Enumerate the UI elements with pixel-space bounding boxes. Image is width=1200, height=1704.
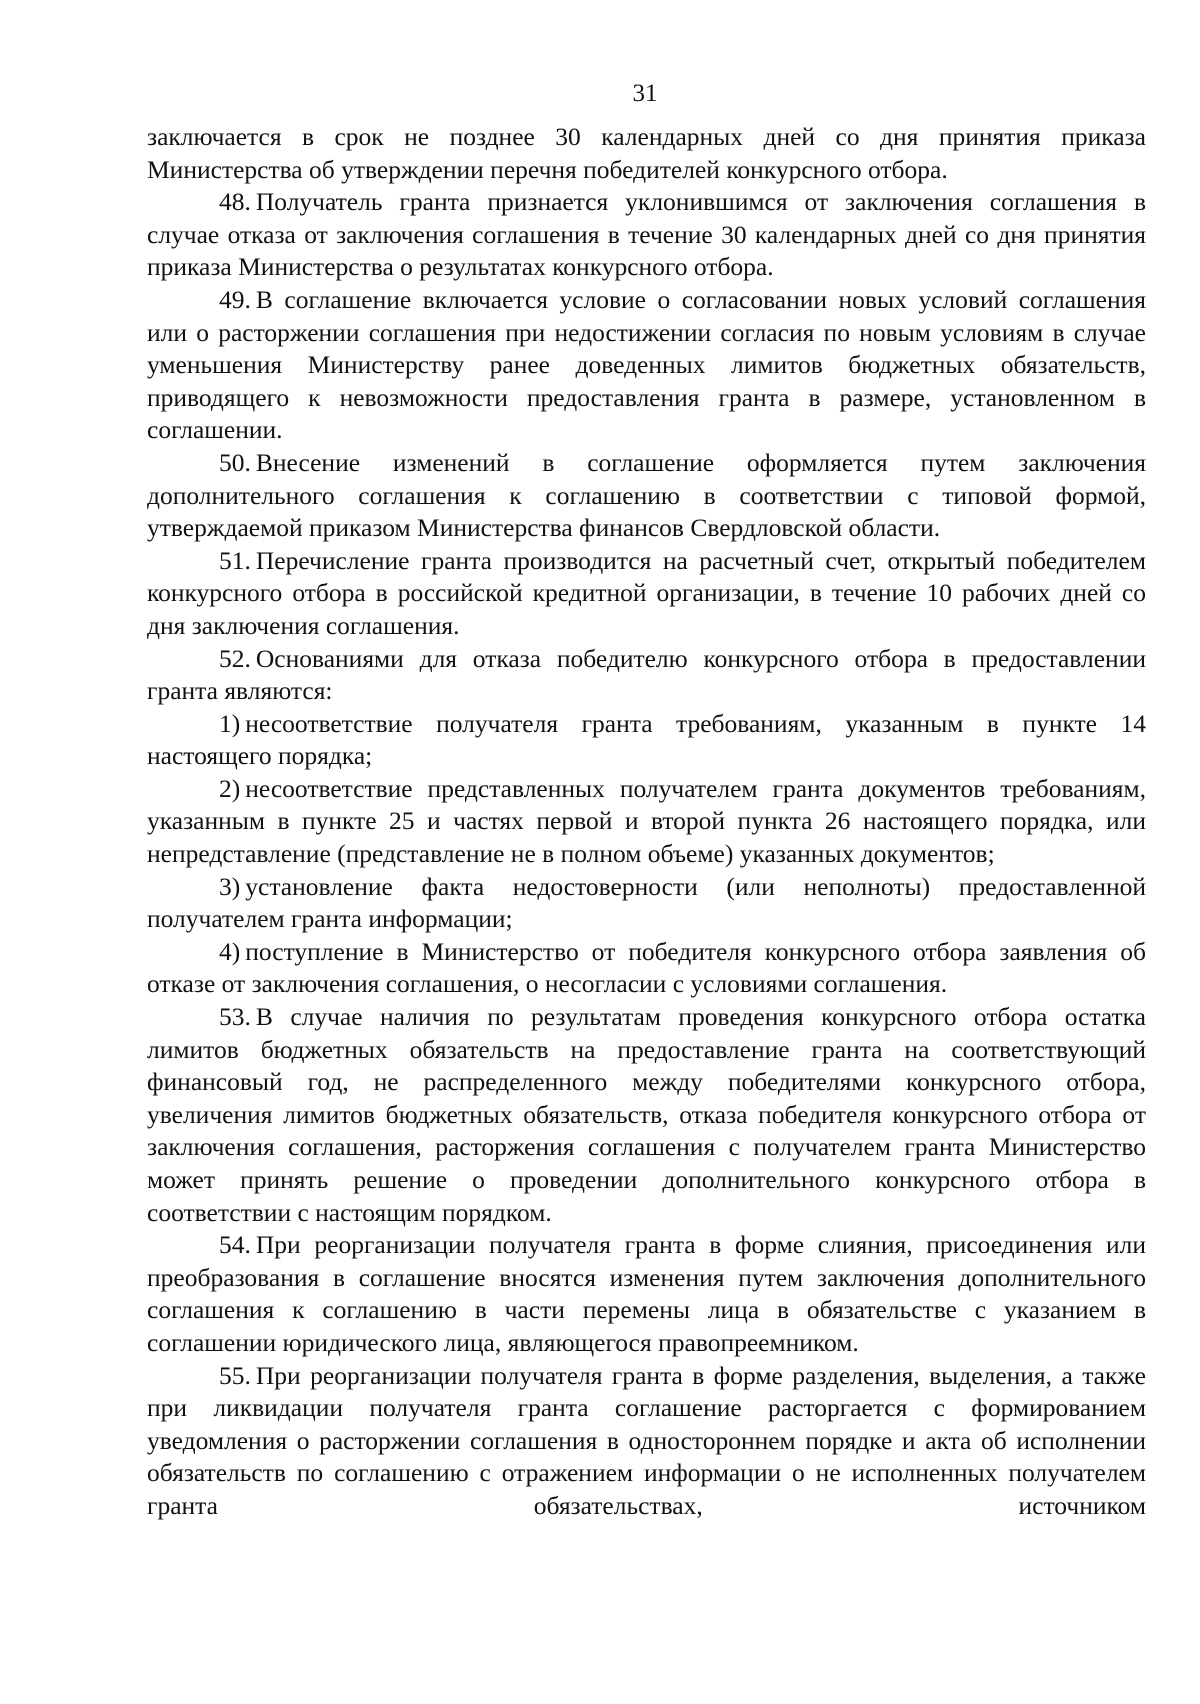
list-item-text: поступление в Министерство от победителя конкурсного отбора заявления об отказе от заключения соглашения, о несогласии с условиями соглашения. [147,936,1146,999]
paragraph-53 [147,1001,1146,1229]
list-item-4 [147,936,1146,1001]
paragraph-text: Перечисление гранта производится на расчетный счет, открытый победителем конкурсного отбора в российской кредитной организации, в течение 10 рабочих дней со дня заключения соглашения. [147,545,1146,640]
paragraph-text: Получатель гранта признается уклонившимся от заключения соглашения в случае отказа от заключения соглашения в течение 30 календарных дней со дня принятия приказа Министерства о результатах конкурсного отбора. [147,187,1146,282]
paragraph-text: заключается в срок не позднее 30 календарных дней со дня принятия приказа Министерства об утверждении перечня победителей конкурсного отбора. [147,122,1146,184]
list-item-3 [147,871,1146,936]
list-item-number: 1) [219,708,241,738]
paragraph-text: При реорганизации получателя гранта в форме разделения, выделения, а также при ликвидации получателя гранта соглашение расторгается с формированием уведомления о расторжении соглашения в одностороннем порядке и акта об исполнении обязательств по соглашению с отражением информации о не исполненных получателем гранта обязательствах, источником [147,1360,1146,1520]
list-item-number: 4) [219,936,241,966]
paragraph-48 [147,186,1146,284]
paragraph-text: Внесение изменений в соглашение оформляется путем заключения дополнительного соглашения к соглашению в соответствии с типовой формой, утверждаемой приказом Министерства финансов Свердловской области. [147,447,1146,543]
paragraph-number: 52. [219,643,251,673]
paragraph-text: Основаниями для отказа победителю конкурсного отбора в предоставлении гранта являются: [147,643,1146,706]
paragraph-number: 48. [219,187,251,217]
paragraph-51 [147,545,1146,643]
document-body [147,121,1146,1523]
list-item-number: 3) [219,871,241,901]
paragraph-number: 49. [219,284,251,314]
list-item-number: 2) [219,773,241,803]
paragraph-49 [147,284,1146,447]
paragraph-number: 55. [219,1360,251,1390]
list-item-text: несоответствие получателя гранта требованиям, указанным в пункте 14 настоящего порядка; [147,708,1146,771]
paragraph-text: При реорганизации получателя гранта в форме слияния, присоединения или преобразования в соглашение вносятся изменения путем заключения дополнительного соглашения к соглашению в части перемены лица в обязательстве с указанием в соглашении юридического лица, являющегося правопреемником. [147,1230,1146,1357]
paragraph-50 [147,447,1146,545]
paragraph-number: 51. [219,545,251,575]
list-item-text: несоответствие представленных получателем гранта документов требованиям, указанным в пункте 25 и частях первой и второй пункта 26 настоящего порядка, или непредставление (представление не в полном объеме) указанных документов; [147,773,1146,869]
paragraph-number: 54. [219,1230,251,1260]
page-number: 31 [632,80,658,107]
paragraph-continuation [147,121,1146,186]
paragraph-text: В случае наличия по результатам проведения конкурсного отбора остатка лимитов бюджетных обязательств на предоставление гранта на соответствующий финансовый год, не распределенного между победителями конкурсного отбора, увеличения лимитов бюджетных обязательств, отказа победителя конкурсного отбора от заключения соглашения, расторжения соглашения с получателем гранта Министерство может принять решение о проведении дополнительного конкурсного отбора в соответствии с настоящим порядком. [147,1002,1146,1227]
paragraph-number: 53. [219,1002,251,1032]
paragraph-52 [147,643,1146,708]
paragraph-55 [147,1360,1146,1523]
paragraph-number: 50. [219,447,251,477]
paragraph-54 [147,1229,1146,1359]
list-item-2 [147,773,1146,871]
paragraph-text: В соглашение включается условие о согласовании новых условий соглашения или о расторжении соглашения при недостижении согласия по новым условиям в случае уменьшения Министерству ранее доведенных лимитов бюджетных обязательств, приводящего к невозможности предоставления гранта в размере, установленном в соглашении. [147,284,1146,445]
list-item-1 [147,708,1146,773]
list-item-text: установление факта недостоверности (или неполноты) предоставленной получателем гранта информации; [147,871,1146,934]
